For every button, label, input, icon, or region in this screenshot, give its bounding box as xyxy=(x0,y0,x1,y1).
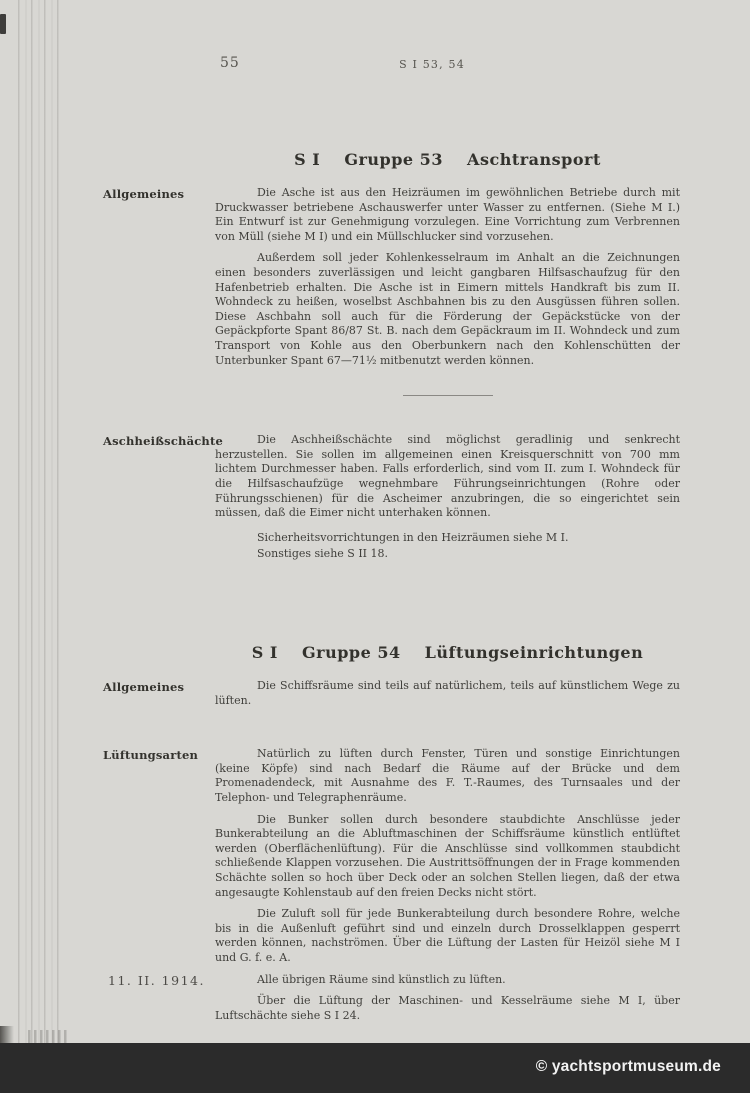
paragraph: Die Asche ist aus den Heizräumen im gewöhnlichen Betriebe durch mit Druckwasser betriebene Aschauswerfer unter Wasser zu entfernen. (Siehe M I.) Ein Entwurf ist zur Genehmigung vorzulegen. Eine Vorrichtung zum Verbrennen von Müll (siehe M I) und ein Müllschlucker sind vorzusehen. xyxy=(215,186,680,243)
block-body xyxy=(215,679,680,708)
reference-notes xyxy=(257,530,680,562)
paragraph: Die Zuluft soll für jede Bunkerabteilung durch besondere Rohre, welche bis in die Außenluft geführt sind und einzeln durch Drosselklappen gesperrt werden können, nachströmen. Über die Lüftung der Lasten für Heizöl siehe M I und G. f. e. A. xyxy=(215,907,680,964)
paragraph: Die Schiffsräume sind teils auf natürlichem, teils auf künstlichem Wege zu lüften. xyxy=(215,679,680,707)
block-aschheissschaechte xyxy=(103,433,682,562)
section-gruppe-54 xyxy=(103,643,682,1023)
margin-label: Allgemeines xyxy=(103,187,185,201)
section-code: S I xyxy=(251,643,278,662)
section-name: Lüftungseinrichtungen xyxy=(424,643,644,662)
section-code: S I xyxy=(294,150,321,169)
note-line: Sicherheitsvorrichtungen in den Heizräumen siehe M I. xyxy=(257,530,569,544)
watermark-text: © yachtsportmuseum.de xyxy=(535,1058,721,1075)
section-title xyxy=(215,150,680,169)
scan-artifact-top-left xyxy=(0,14,6,34)
block-allgemeines xyxy=(103,679,682,708)
paragraph: Alle übrigen Räume sind künstlich zu lüften. xyxy=(257,972,506,986)
block-allgemeines xyxy=(103,186,682,368)
section-title xyxy=(215,643,680,662)
margin-label: Lüftungsarten xyxy=(103,748,199,763)
section-divider xyxy=(403,395,493,396)
scan-artifact-bottom-left xyxy=(0,1026,14,1044)
section-group: Gruppe 54 xyxy=(301,643,401,662)
paragraph: Über die Lüftung der Maschinen- und Kesselräume siehe M I, über Luftschächte siehe S I 24. xyxy=(215,994,680,1022)
header-reference: S I 53, 54 xyxy=(399,58,465,71)
paragraph: Die Bunker sollen durch besondere staubdichte Anschlüsse jeder Bunkerabteilung an die Abluftmaschinen der Schiffsräume künstlich entlüftet werden (Oberflächenlüftung). Für die Anschlüsse sind vollkommen staubdicht schließende Klappen vorzusehen. Die Austrittsöffnungen der in Frage kommenden Schächte sollen so hoch über Deck oder an solchen Stellen liegen, daß der etwa angesaugte Kohlenstaub auf den freien Decks nicht stört. xyxy=(215,812,680,899)
scan-artifact-smudge xyxy=(28,1030,68,1043)
paragraph: Die Aschheißschächte sind möglichst geradlinig und senkrecht herzustellen. Sie sollen im allgemeinen einen Kreisquerschnitt von 700 mm lichtem Durchmesser haben. Falls erforderlich, sind vom II. zum I. Wohndeck für die Hilfsaschaufzüge wegnehmbare Führungseinrichtungen (Rohre oder Führungsschienen) für die Ascheimer anzubringen, die so eingerichtet sein müssen, daß die Eimer nicht unterhaken können. xyxy=(215,433,680,520)
section-group: Gruppe 53 xyxy=(344,150,443,169)
paragraph: Außerdem soll jeder Kohlenkesselraum im Anhalt an die Zeichnungen einen besonders zuverlässigen und leicht gangbaren Hilfsaschaufzug für den Hafenbetrieb erhalten. Die Asche ist in Eimern mittels Handkraft bis zum II. Wohndeck zu heißen, woselbst Aschbahnen bis zu den Ausgüssen führen sollen. Diese Aschbahn soll auch für die Förderung der Gepäckstücke von der Gepäckpforte Spant 86/87 St. B. nach dem Gepäckraum im II. Wohndeck und zum Transport von Kohle aus den Oberbunkern nach den Kohlenschütten der Unterbunker Spant 67—71½ mitbenutzt werden können. xyxy=(215,251,680,367)
section-gruppe-53 xyxy=(103,150,682,562)
watermark-bar xyxy=(0,1043,750,1093)
note-line: Sonstiges siehe S II 18. xyxy=(257,546,388,560)
block-body xyxy=(215,433,680,562)
date-stamp: 11. II. 1914. xyxy=(108,973,205,988)
block-body xyxy=(215,186,680,368)
page-number: 55 xyxy=(220,55,240,71)
margin-label: Aschheißschächte xyxy=(103,434,224,449)
section-name: Aschtransport xyxy=(467,150,601,169)
block-body xyxy=(215,747,680,1023)
margin-label: Allgemeines xyxy=(103,680,185,694)
binding-edge-artifact xyxy=(18,0,62,1093)
paragraph: Natürlich zu lüften durch Fenster, Türen und sonstige Einrichtungen (keine Köpfe) sind nach Bedarf die Räume auf der Brücke und dem Promenadendeck, mit Ausnahme des F. T.-Raumes, des Turnsaales und der Telephon- und Telegraphenräume. xyxy=(215,747,680,804)
